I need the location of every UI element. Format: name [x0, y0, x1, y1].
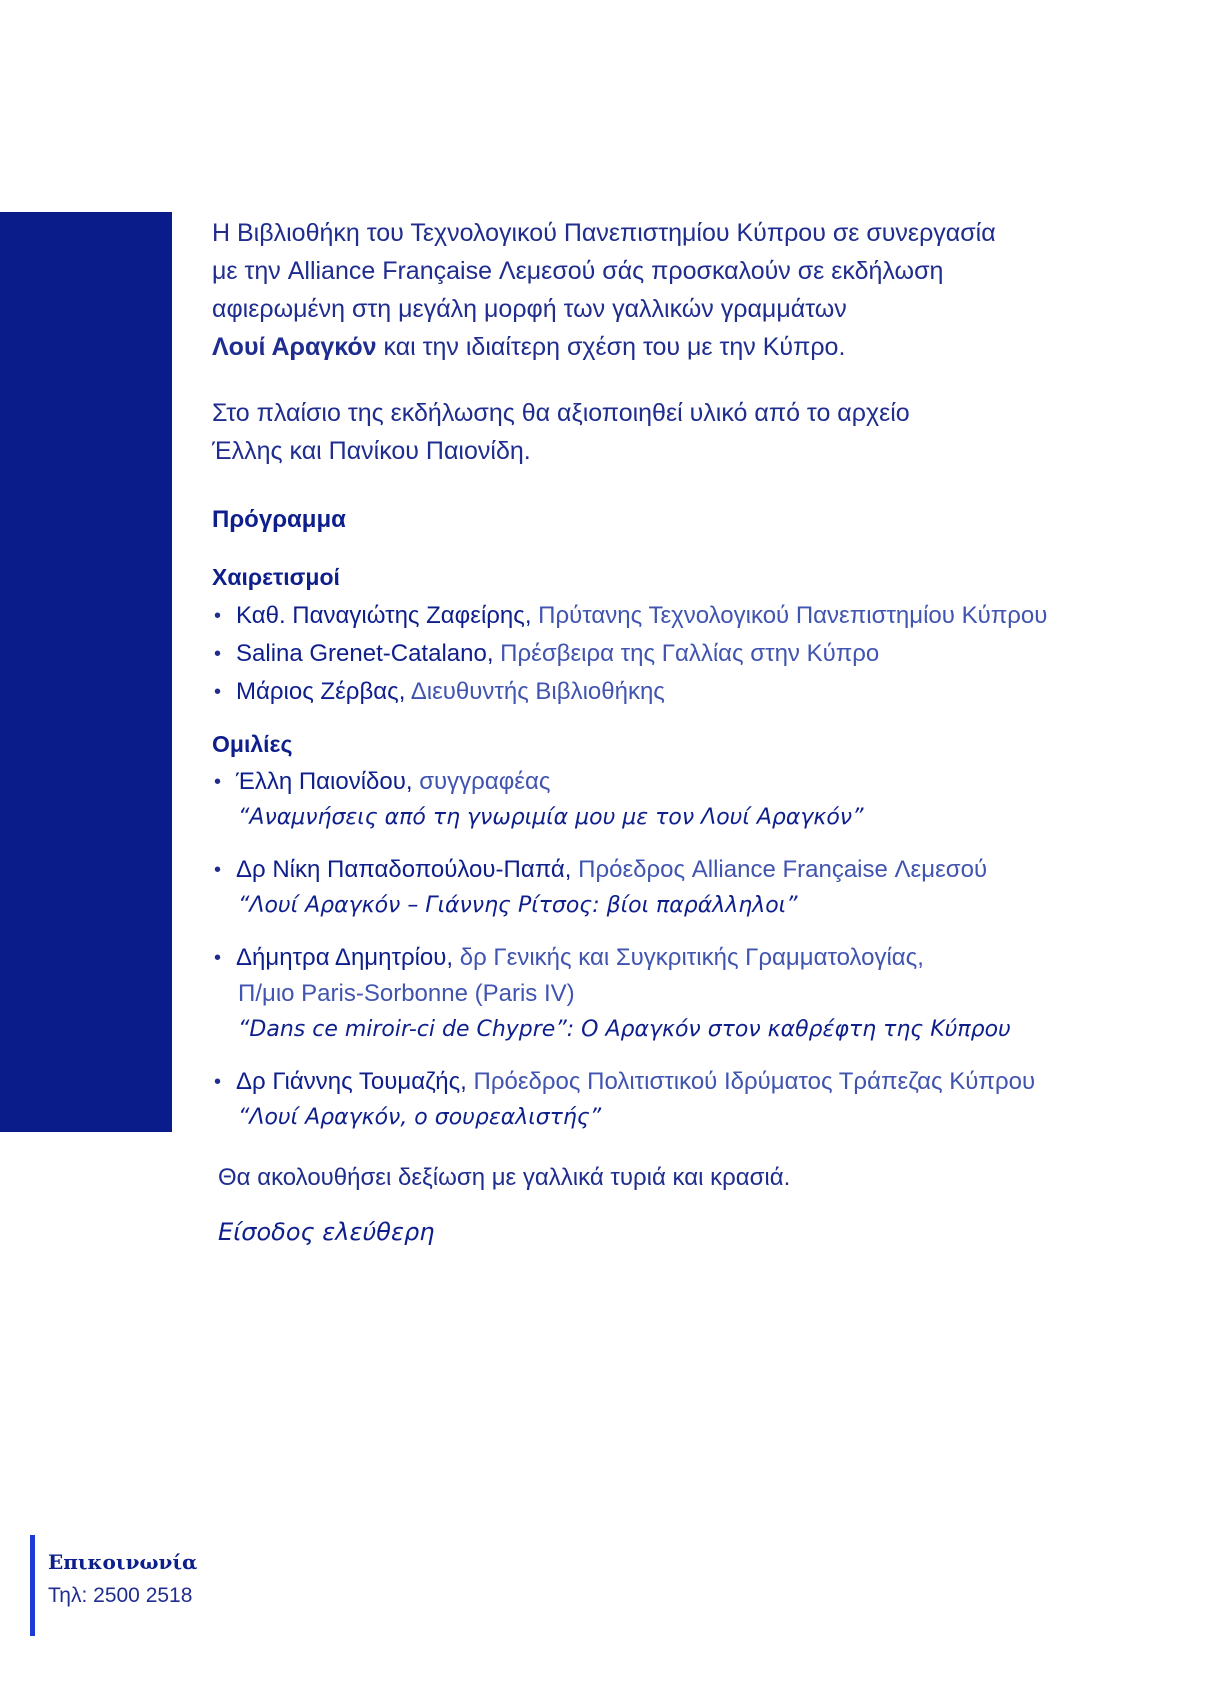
- speeches-list: [212, 764, 1172, 1136]
- list-item: [212, 1064, 1172, 1136]
- list-item: [212, 635, 1172, 673]
- contact-title: Επικοινωνία: [48, 1550, 198, 1574]
- speaker-role: Πρέσβειρα της Γαλλίας στην Κύπρο: [493, 640, 880, 667]
- speech-title: “Λουί Αραγκόν – Γιάννης Ρίτσος: βίοι παράλληλοι”: [238, 893, 798, 918]
- speech-title: “Λουί Αραγκόν, ο σουρεαλιστής”: [238, 1105, 602, 1130]
- contact-accent-line: [30, 1535, 35, 1636]
- speaker-name: Έλλη Παιονίδου,: [236, 768, 413, 795]
- speaker-name: Δρ Γιάννης Τουμαζής,: [236, 1068, 467, 1095]
- intro-paragraph: [212, 214, 1172, 366]
- contact-phone[interactable]: Τηλ: 2500 2518: [48, 1584, 193, 1607]
- speaker-role: Πρόεδρος Alliance Française Λεμεσού: [571, 856, 988, 883]
- decorative-side-bar: [0, 212, 172, 1132]
- intro-line: με την Alliance Française Λεμεσού σάς προσκαλούν σε εκδήλωση: [212, 257, 944, 285]
- speaker-affiliation: Π/μιο Paris-Sorbonne (Paris IV): [238, 980, 575, 1007]
- honoree-name: Λουί Αραγκόν: [212, 333, 377, 361]
- intro-line: [212, 328, 1172, 366]
- list-item: [212, 852, 1172, 924]
- greetings-title: Χαιρετισμοί: [212, 564, 340, 590]
- speaker-name: Καθ. Παναγιώτης Ζαφείρης,: [236, 602, 532, 629]
- list-item: [212, 940, 1172, 1048]
- intro-line: Η Βιβλιοθήκη του Τεχνολογικού Πανεπιστημίου Κύπρου σε συνεργασία: [212, 219, 996, 247]
- speech-title: “Αναμνήσεις από τη γνωριμία μου με τον Λουί Αραγκόν”: [238, 805, 864, 830]
- speaker-role: Πρόεδρος Πολιτιστικού Ιδρύματος Τράπεζας Κύπρου: [466, 1068, 1036, 1095]
- speaker-role: δρ Γενικής και Συγκριτικής Γραμματολογίας,: [453, 944, 924, 971]
- reception-note: Θα ακολουθήσει δεξίωση με γαλλικά τυριά και κρασιά.: [218, 1164, 791, 1191]
- greetings-list: [212, 597, 1172, 711]
- speaker-role: Διευθυντής Βιβλιοθήκης: [405, 678, 665, 705]
- speaker-name: Δήμητρα Δημητρίου,: [236, 944, 454, 971]
- intro-line-rest: και την ιδιαίτερη σχέση του με την Κύπρο.: [376, 333, 846, 361]
- intro-line: αφιερωμένη στη μεγάλη μορφή των γαλλικών γραμμάτων: [212, 295, 847, 323]
- entry-note: Είσοδος ελεύθερη: [218, 1218, 435, 1246]
- list-item: [212, 673, 1172, 711]
- archive-paragraph: [212, 394, 1172, 470]
- speaker-role: συγγραφέας: [412, 768, 551, 795]
- invitation-content: [212, 214, 1172, 1246]
- speech-title: “Dans ce miroir-ci de Chypre”: Ο Αραγκόν στον καθρέφτη της Κύπρου: [238, 1017, 1011, 1042]
- list-item: [212, 597, 1172, 635]
- speaker-name: Δρ Νίκη Παπαδοπούλου-Παπά,: [236, 856, 572, 883]
- list-item: [212, 764, 1172, 836]
- speaker-name: Μάριος Ζέρβας,: [236, 678, 406, 705]
- contact-block: [48, 1550, 197, 1608]
- speaker-name: Salina Grenet-Catalano,: [236, 640, 494, 667]
- program-title: Πρόγραμμα: [212, 506, 346, 533]
- archive-line: Έλλης και Πανίκου Παιονίδη.: [212, 437, 531, 465]
- speaker-role: Πρύτανης Τεχνολογικού Πανεπιστημίου Κύπρου: [531, 602, 1048, 629]
- archive-line: Στο πλαίσιο της εκδήλωσης θα αξιοποιηθεί υλικό από το αρχείο: [212, 399, 910, 427]
- speeches-title: Ομιλίες: [212, 731, 293, 757]
